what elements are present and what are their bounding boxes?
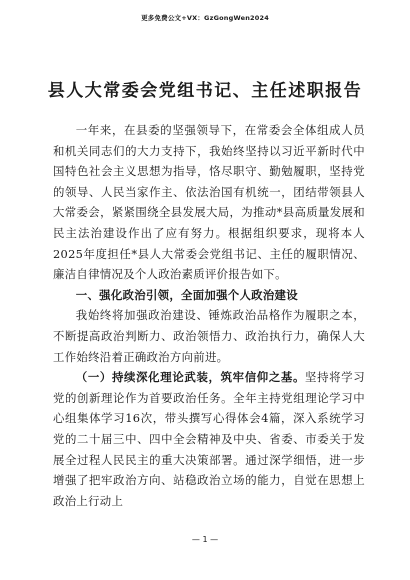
subsection-1-text: 坚持将学习党的创新理论作为首要政治任务。全年主持党组理论学习中心组集体学习16次，带头撰写心得体会4篇，深入系统学习党的二十届三中、四中全会精神及中央、省委、市委关于发展全过程人民民主的重大决策部署。通过深学细悟，进一步增强了把牢政治方向、站稳政治立场的能力，自觉在思想上政治上行动上 [53,370,365,508]
page-number: — 1 — [191,535,219,544]
subsection-1-paragraph [53,367,365,511]
section-1-heading: 一、强化政治引领，全面加强个人政治建设 [75,287,298,302]
section-1-paragraph: 我始终将加强政治建设、锤炼政治品格作为履职之本，不断提高政治判断力、政治领悟力、政治执行力，确保人大工作始终沿着正确政治方向前进。 [53,308,365,364]
document-body [53,120,365,511]
subsection-1-heading: （一）持续深化理论武装，筑牢信仰之基。 [75,370,306,385]
watermark-text: 更多免费公文+VX：GzGongWen2024 [141,14,269,22]
document-title: 县人大常委会党组书记、主任述职报告 [47,81,363,101]
intro-paragraph: 一年来，在县委的坚强领导下，在常委会全体组成人员和机关同志们的大力支持下，我始终坚持以习近平新时代中国特色社会主义思想为指导，恪尽职守、勤勉履职，坚持党的领导、人民当家作主、依法治国有机统一，团结带领县人大常委会，紧紧围绕全县发展大局，为推动*县高质量发展和民主法治建设作出了应有努力。根据组织要求，现将本人2025年度担任*县人大常委会党组书记、主任的履职情况、廉洁自律情况及个人政治素质评价报告如下。 [53,123,365,282]
